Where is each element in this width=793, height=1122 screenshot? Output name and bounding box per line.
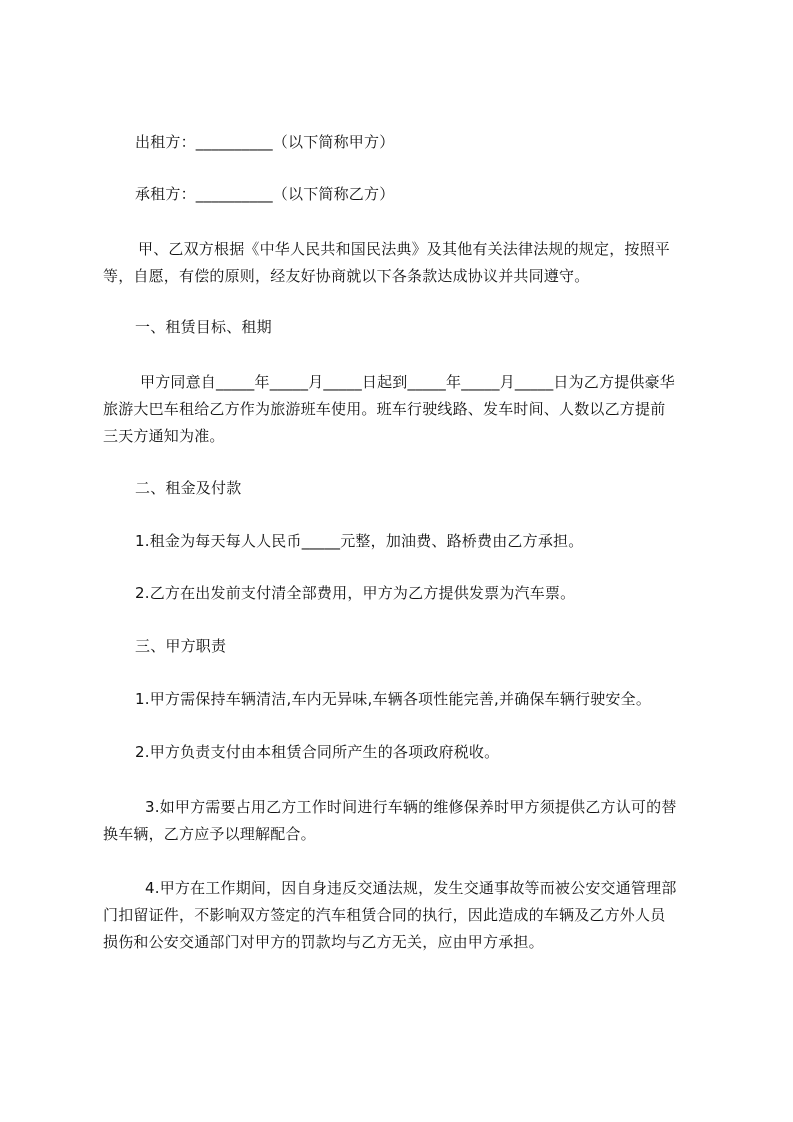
section-2-heading: 二、租金及付款 (135, 479, 242, 497)
section-3-item-2: 2.甲方负责支付由本租赁合同所产生的各项政府税收。 (135, 743, 500, 761)
section-2-item-1: 1.租金为每天每人人民币_____元整，加油费、路桥费由乙方承担。 (135, 532, 584, 550)
preamble-line-1: 甲、乙双方根据《中华人民共和国民法典》及其他有关法律法规的规定，按照平 (138, 240, 671, 258)
section-3-item-4-line-1: 4.甲方在工作期间，因自身违反交通法规，发生交通事故等而被公安交通管理部 (145, 879, 677, 897)
section-3-item-4-line-3: 损伤和公安交通部门对甲方的罚款均与乙方无关，应由甲方承担。 (103, 933, 544, 951)
lessor-line: 出租方：__________（以下简称甲方） (135, 133, 395, 151)
lessee-line: 承租方：__________（以下简称乙方） (135, 185, 395, 203)
section-3-item-3-line-2: 换车辆，乙方应予以理解配合。 (103, 825, 316, 843)
section-3-item-4-line-2: 门扣留证件，不影响双方签定的汽车租赁合同的执行，因此造成的车辆及乙方外人员 (103, 906, 666, 924)
section-2-item-2: 2.乙方在出发前支付清全部费用，甲方为乙方提供发票为汽车票。 (135, 584, 576, 602)
section-1-paragraph-line-3: 三天方通知为准。 (103, 427, 225, 445)
section-3-heading: 三、甲方职责 (135, 637, 227, 655)
section-1-paragraph-line-1: 甲方同意自_____年_____月_____日起到_____年_____月_____日为乙方提供豪华 (140, 373, 676, 391)
section-1-paragraph-line-2: 旅游大巴车租给乙方作为旅游班车使用。班车行驶线路、发车时间、人数以乙方提前 (103, 400, 666, 418)
section-3-item-3-line-1: 3.如甲方需要占用乙方工作时间进行车辆的维修保养时甲方须提供乙方认可的替 (145, 798, 677, 816)
section-1-heading: 一、租赁目标、租期 (135, 318, 272, 336)
preamble-line-2: 等，自愿，有偿的原则，经友好协商就以下各条款达成协议并共同遵守。 (103, 267, 590, 285)
section-3-item-1: 1.甲方需保持车辆清洁,车内无异味,车辆各项性能完善,并确保车辆行驶安全。 (135, 690, 652, 708)
